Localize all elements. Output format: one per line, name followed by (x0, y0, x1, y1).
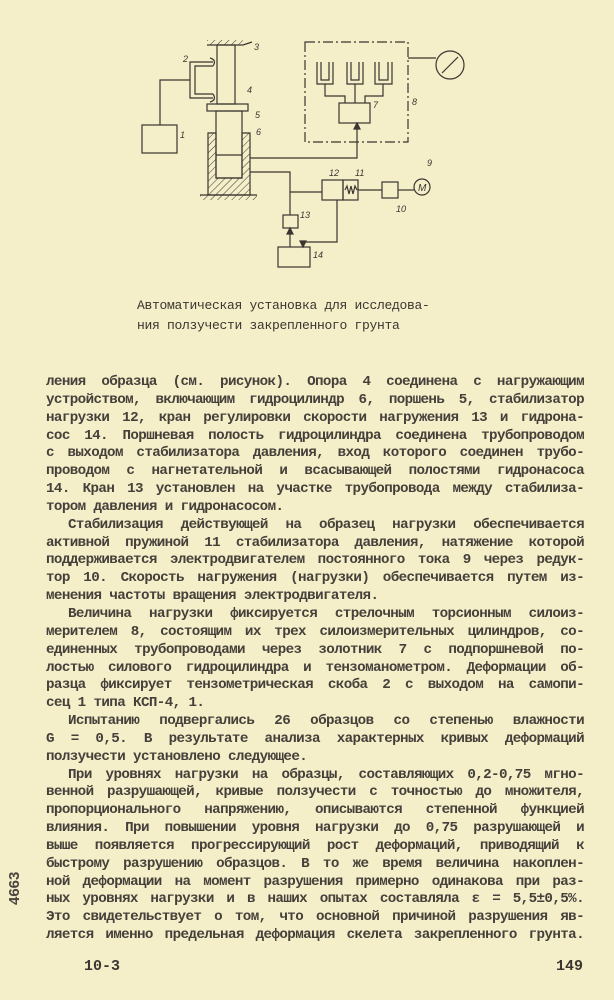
label-12: 12 (329, 168, 340, 178)
label-2: 2 (183, 54, 189, 64)
label-3: 3 (254, 42, 260, 52)
text-line: ляется именно предельная деформация скелета закрепленного грунта. (46, 927, 584, 944)
signature-mark: 10-3 (84, 958, 121, 975)
text-line: Испытанию подвергались 26 образцов со степенью влажности (68, 713, 584, 730)
piston-5 (216, 111, 242, 178)
reducer-10 (382, 182, 398, 198)
spool-valve-7 (339, 103, 370, 123)
strain-clamp (190, 62, 213, 98)
label-1: 1 (180, 130, 186, 140)
text-line: активной пружиной 11 стабилизатора давления, натяжение которой (46, 534, 584, 551)
text-line: с выходом стабилизатора давления, вход которого соединен трубо- (46, 445, 584, 462)
margin-note: 4663 (6, 871, 23, 905)
text-line: влияния. При повышении уровня нагрузки до 0,75 разрушающей и (46, 820, 584, 837)
body-text (46, 374, 584, 945)
text-line: Это свидетельствует о том, что основной причиной разрушения яв- (46, 909, 584, 926)
text-line: быстрому разрушению образцов. В то же время величина накоплен- (46, 855, 584, 872)
caption-line: ния ползучести закрепленного грунта (137, 318, 400, 333)
page-number: 149 (556, 958, 584, 975)
label-8: 8 (412, 97, 418, 107)
apparatus-diagram (0, 0, 614, 290)
text-line: ления образца (см. рисунок). Опора 4 соединена с нагружающим (46, 374, 584, 390)
text-line: лостью силового гидроцилиндра и тензоманометром. Деформации об- (46, 659, 584, 676)
text-line: пропорционального напряжению, описываются степенной функцией (46, 802, 584, 819)
text-line: При уровнях нагрузки на образцы, составляющих 0,2-0,75 мгно- (68, 766, 584, 783)
stabilizer-12 (322, 180, 343, 200)
motor-symbol: M (418, 183, 427, 194)
text-line: разца фиксирует тензометрическая скоба 2 с выходом на самопи- (46, 677, 584, 694)
text-line: тором давления и гидронасосом. (46, 498, 284, 515)
figure-caption (137, 296, 430, 336)
pump-14 (278, 247, 310, 267)
text-line: проводом с нагнетательной и всасывающей полостями гидронасоса (46, 463, 584, 480)
text-line: нагрузки 12, кран регулировки скорости нагружения 13 и гидрона- (46, 409, 584, 426)
label-5: 5 (255, 110, 261, 120)
text-line: менения частоты вращения электродвигателя. (46, 588, 379, 605)
text-line: ных уровнях нагрузки и в наших опытах составляла ε = 5,5±0,5%. (46, 891, 584, 908)
caption-line: Автоматическая установка для исследова- (137, 298, 430, 313)
text-line: ползучести установлено следующее. (46, 748, 308, 765)
text-line: 14. Кран 13 установлен на участке трубопровода между стабилиза- (46, 481, 584, 498)
top-support-hatch (207, 40, 243, 45)
text-line: Стабилизация действующей на образец нагрузки обеспечивается (68, 516, 584, 533)
label-9: 9 (427, 158, 433, 168)
text-line: сос 14. Поршневая полость гидроцилиндра соединена трубопроводом (46, 427, 584, 444)
label-7: 7 (373, 100, 379, 110)
cylinder-6 (208, 133, 250, 195)
text-line: мерителем 8, состоящим их трех силоизмерительных цилиндров, со- (46, 623, 584, 640)
text-line: тор 10. Скорость нагружения (нагрузки) обеспечивается путем из- (46, 570, 584, 587)
label-14: 14 (313, 250, 324, 260)
label-4: 4 (247, 85, 253, 95)
text-line: ной деформации на момент разрушения примерно одинакова при раз- (46, 873, 584, 890)
specimen (217, 45, 235, 104)
text-line: сец 1 типа КСП-4, 1. (46, 695, 205, 712)
text-line: устройством, включающим гидроцилиндр 6, поршень 5, стабилизатор (46, 391, 584, 408)
support-plate-4 (207, 104, 248, 111)
label-13: 13 (300, 210, 311, 220)
text-line: выше появляется прогрессирующий рост деформаций, приводящий к (46, 837, 584, 854)
label-11: 11 (355, 168, 365, 178)
recorder-box-1 (142, 125, 177, 153)
label-6: 6 (256, 127, 262, 137)
label-10: 10 (396, 204, 407, 214)
text-line: единенных трубопроводами через золотник 7 с подпоршневой по- (46, 641, 584, 658)
text-line: G = 0,5. В результате анализа характерных кривых деформаций (46, 730, 584, 747)
text-line: Величина нагрузки фиксируется стрелочным торсионным силоиз- (68, 605, 584, 622)
text-line: венной разрушающей, кривые ползучести с точностью до множителя, (46, 784, 584, 801)
text-line: поддерживается электродвигателем постоянного тока 9 через редук- (46, 552, 584, 569)
valve-13 (283, 215, 298, 228)
